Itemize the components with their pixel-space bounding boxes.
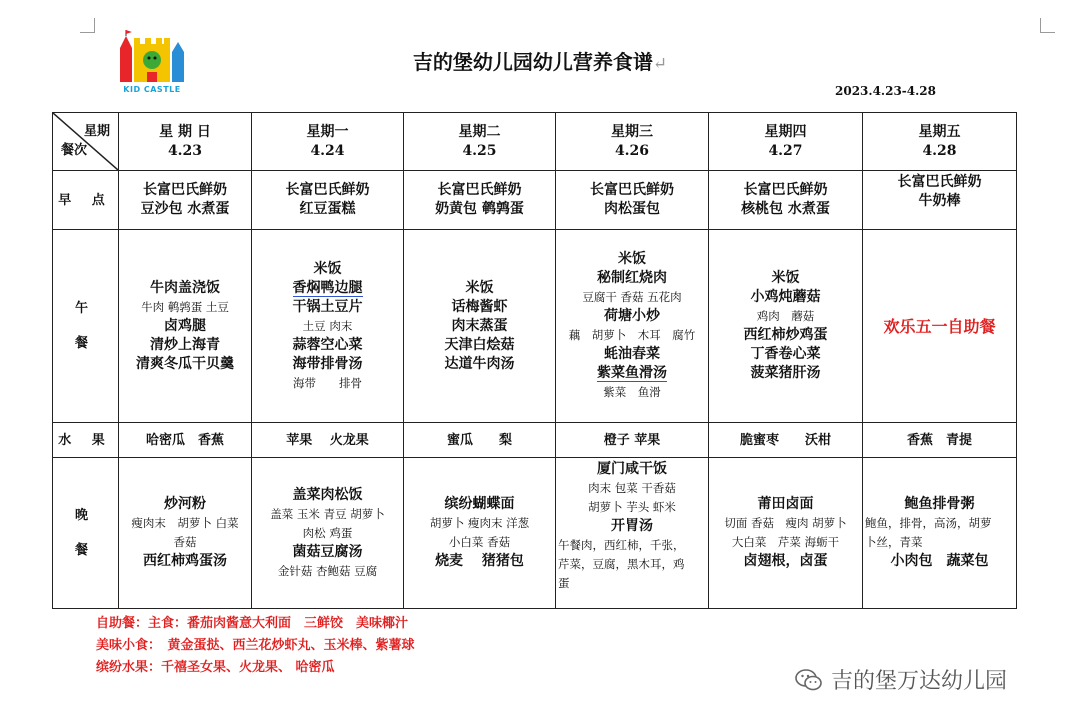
crop-mark-left (80, 18, 95, 33)
breakfast-tue: 长富巴氏鲜奶 奶黄包 鹌鹑蛋 (404, 171, 556, 230)
header-weekday-label: 星期 (83, 124, 110, 139)
breakfast-label: 早 点 (53, 171, 119, 230)
lunch-sun: 牛肉盖浇饭 牛肉 鹌鹑蛋 土豆 卤鸡腿 清炒上海青 清爽冬瓜干贝羹 (119, 230, 252, 423)
dinner-mon: 盖菜肉松饭 盖菜 玉米 青豆 胡萝卜 肉松 鸡蛋 菌菇豆腐汤 金针菇 杏鲍菇 豆腐 (252, 458, 404, 609)
wechat-icon (795, 668, 823, 692)
day-header-tue: 星期二 4.25 (404, 113, 556, 171)
day-header-thu: 星期四 4.27 (709, 113, 863, 171)
fruit-thu: 脆蜜枣 沃柑 (709, 423, 863, 458)
dinner-row (53, 458, 1017, 609)
fruit-row (53, 423, 1017, 458)
lunch-row (53, 230, 1017, 423)
dinner-tue: 缤纷蝴蝶面 胡萝卜 瘦肉末 洋葱 小白菜 香菇 烧麦 猪猪包 (404, 458, 556, 609)
fruit-label: 水 果 (53, 423, 119, 458)
menu-table (52, 112, 1017, 609)
dinner-label: 晚 餐 (53, 458, 119, 609)
dinner-fri: 鲍鱼排骨粥 鲍鱼，排骨，高汤，胡萝 卜丝，青菜 小肉包 蔬菜包 (863, 458, 1017, 609)
fruit-sun: 哈密瓜 香蕉 (119, 423, 252, 458)
date-range: 2023.4.23-4.28 (835, 84, 937, 98)
footer-self-service: 自助餐：主食：番茄肉酱意大利面 三鲜饺 美味椰汁 (96, 616, 409, 631)
header-meal-label: 餐次 (61, 143, 88, 158)
day-header-fri: 星期五 4.28 (863, 113, 1017, 171)
breakfast-row (53, 171, 1017, 230)
lunch-thu: 米饭 小鸡炖蘑菇 鸡肉 蘑菇 西红柿炒鸡蛋 丁香卷心菜 菠菜猪肝汤 (709, 230, 863, 423)
dinner-wed: 厦门咸干饭 肉末 包菜 干香菇 胡萝卜 芋头 虾米 开胃汤 午餐肉，西红柿，千张， 芹菜，豆腐，黑木耳，鸡 蛋 (556, 458, 709, 609)
lunch-mon: 米饭 香焖鸭边腿 干锅土豆片 土豆 肉末 蒜蓉空心菜 海带排骨汤 海带 排骨 (252, 230, 404, 423)
lunch-label: 午 餐 (53, 230, 119, 423)
watermark-text: 吉的堡万达幼儿园 (831, 669, 1008, 694)
dinner-sun: 炒河粉 瘦肉末 胡萝卜 白菜 香菇 西红柿鸡蛋汤 (119, 458, 252, 609)
fruit-mon: 苹果 火龙果 (252, 423, 404, 458)
header-row (53, 113, 1017, 171)
dinner-thu: 莆田卤面 切面 香菇 瘦肉 胡萝卜 大白菜 芹菜 海蛎干 卤翅根，卤蛋 (709, 458, 863, 609)
day-header-mon: 星期一 4.24 (252, 113, 404, 171)
fruit-tue: 蜜瓜 梨 (404, 423, 556, 458)
crop-mark-right (1040, 18, 1055, 33)
day-header-sun: 星 期 日 4.23 (119, 113, 252, 171)
fruit-fri: 香蕉 青提 (863, 423, 1017, 458)
lunch-wed: 米饭 秘制红烧肉 豆腐干 香菇 五花肉 荷塘小炒 藕 胡萝卜 木耳 腐竹 蚝油春菜 紫菜鱼滑汤 紫菜 鱼滑 (556, 230, 709, 423)
footer-snacks: 美味小食： 黄金蛋挞、西兰花炒虾丸、玉米棒、紫薯球 (96, 638, 415, 653)
lunch-fri (863, 230, 1017, 423)
footer-fruits: 缤纷水果：千禧圣女果、火龙果、 哈密瓜 (96, 660, 335, 675)
fruit-wed: 橙子 苹果 (556, 423, 709, 458)
corner-header-cell (53, 113, 119, 171)
breakfast-mon: 长富巴氏鲜奶 红豆蛋糕 (252, 171, 404, 230)
breakfast-sun: 长富巴氏鲜奶 豆沙包 水煮蛋 (119, 171, 252, 230)
day-header-wed: 星期三 4.26 (556, 113, 709, 171)
page-title: 吉的堡幼儿园幼儿营养食谱↵ (412, 50, 668, 74)
breakfast-thu: 长富巴氏鲜奶 核桃包 水煮蛋 (709, 171, 863, 230)
wechat-watermark (795, 664, 1007, 695)
breakfast-fri: 长富巴氏鲜奶 牛奶棒 (863, 171, 1017, 230)
self-service-title: 欢乐五一自助餐 (883, 316, 996, 336)
logo-text: KID CASTLE (123, 85, 181, 94)
lunch-tue: 米饭 话梅酱虾 肉末蒸蛋 天津白烩菇 达道牛肉汤 (404, 230, 556, 423)
breakfast-wed: 长富巴氏鲜奶 肉松蛋包 (556, 171, 709, 230)
